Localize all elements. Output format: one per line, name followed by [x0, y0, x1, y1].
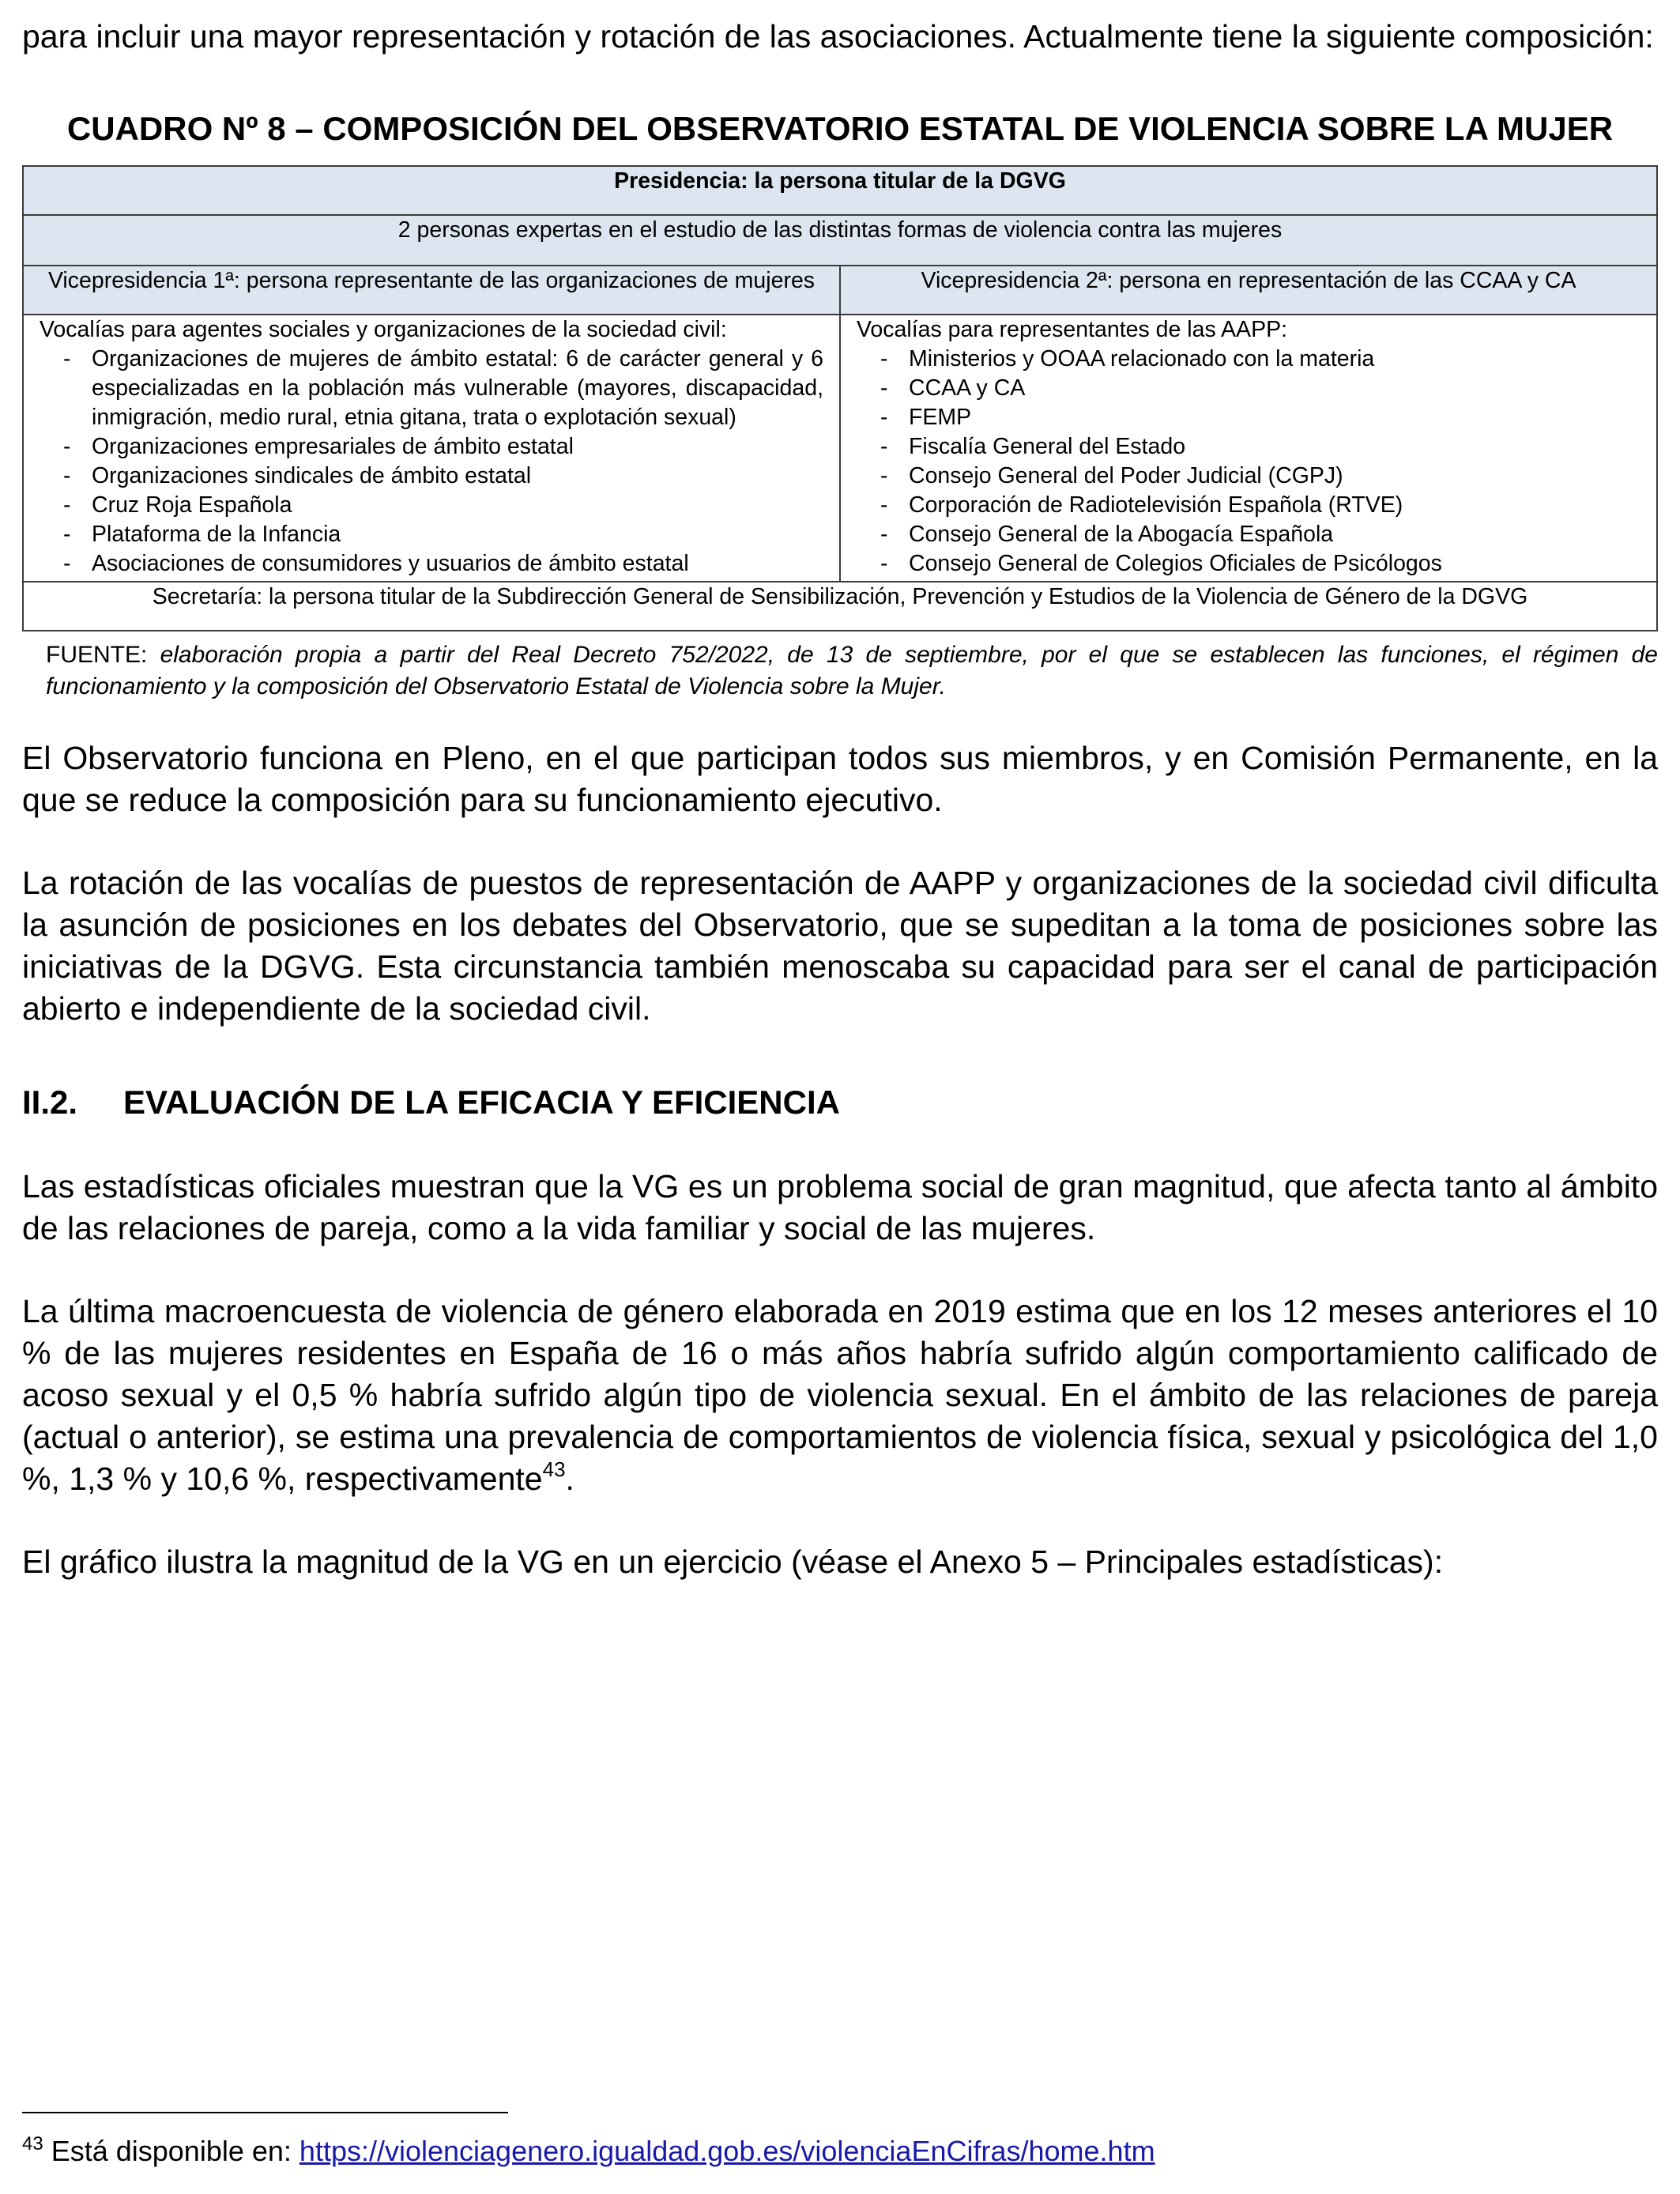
- list-item: - Organizaciones empresariales de ámbito estatal: [40, 432, 823, 462]
- footnote-number: 43: [22, 2133, 43, 2154]
- list-item: - Fiscalía General del Estado: [857, 432, 1640, 462]
- paragraph-rotacion: La rotación de las vocalías de puestos de representación de AAPP y organizaciones de la sociedad civil dificulta la asunción de posiciones en los debates del Observatorio, que se supeditan a la toma de posiciones sobre las iniciativas de la DGVG. Esta circunstancia también menoscaba su capacidad para ser el canal de participación abierto e independiente de la sociedad civil.: [22, 865, 1658, 1027]
- footnote-text: Está disponible en:: [43, 2135, 299, 2167]
- footnote-reference[interactable]: 43: [542, 1457, 566, 1481]
- paragraph-grafico: El gráfico ilustra la magnitud de la VG en un ejercicio (véase el Anexo 5 – Principales estadísticas):: [22, 1544, 1444, 1580]
- list-item: - Asociaciones de consumidores y usuarios de ámbito estatal: [40, 549, 823, 579]
- left-vocalias-heading: Vocalías para agentes sociales y organizaciones de la sociedad civil:: [40, 317, 727, 342]
- list-item: - Consejo General de la Abogacía Española: [857, 520, 1640, 549]
- list-item: - FEMP: [857, 403, 1640, 432]
- vicepresidencia-1-cell: Vicepresidencia 1ª: persona representante de las organizaciones de mujeres: [23, 266, 840, 315]
- list-item: - Organizaciones sindicales de ámbito estatal: [40, 462, 823, 491]
- presidencia-cell: Presidencia: la persona titular de la DGVG: [23, 166, 1657, 215]
- footnote: [22, 2134, 1155, 2169]
- document-page: [22, 16, 1658, 1583]
- paragraph-macroencuesta: [22, 1291, 1658, 1500]
- right-vocalias-list: [857, 345, 1640, 579]
- left-vocalias-cell: [23, 315, 840, 582]
- section-heading: [22, 1082, 1658, 1123]
- right-vocalias-heading: Vocalías para representantes de las AAPP:: [857, 317, 1288, 342]
- list-item: - Plataforma de la Infancia: [40, 520, 823, 549]
- table-title: CUADRO Nº 8 – COMPOSICIÓN DEL OBSERVATORIO ESTATAL DE VIOLENCIA SOBRE LA MUJER: [66, 110, 1614, 147]
- left-vocalias-list: [40, 345, 823, 579]
- table-row: [23, 166, 1657, 215]
- footnote-separator: [22, 2112, 508, 2113]
- intro-paragraph: para incluir una mayor representación y rotación de las asociaciones. Actualmente tiene la siguiente composición:: [22, 18, 1654, 55]
- right-vocalias-cell: [840, 315, 1657, 582]
- paragraph-pleno: El Observatorio funciona en Pleno, en el que participan todos sus miembros, y en Comisión Permanente, en la que se reduce la composición para su funcionamiento ejecutivo.: [22, 740, 1658, 818]
- list-item: - Cruz Roja Española: [40, 491, 823, 520]
- list-item: - Corporación de Radiotelevisión Española (RTVE): [857, 491, 1640, 520]
- list-item: - CCAA y CA: [857, 374, 1640, 403]
- macroencuesta-text: La última macroencuesta de violencia de género elaborada en 2019 estima que en los 12 meses anteriores el 10 % de las mujeres residentes en España de 16 o más años habría sufrido algún comportamiento calificado de acoso sexual y el 0,5 % habría sufrido algún tipo de violencia sexual. En el ámbito de las relaciones de pareja (actual o anterior), se estima una prevalencia de comportamientos de violencia física, sexual y psicológica del 1,0 %, 1,3 % y 10,6 %, respectivamente: [22, 1293, 1658, 1497]
- list-item: - Consejo General del Poder Judicial (CGPJ): [857, 462, 1640, 491]
- section-number: II.2.: [22, 1084, 78, 1121]
- composition-table: [22, 165, 1658, 631]
- vicepresidencia-2-cell: Vicepresidencia 2ª: persona en representación de las CCAA y CA: [840, 266, 1657, 315]
- paragraph-estadisticas: Las estadísticas oficiales muestran que la VG es un problema social de gran magnitud, que afecta tanto al ámbito de las relaciones de pareja, como a la vida familiar y social de las mujeres.: [22, 1168, 1658, 1246]
- list-item: - Organizaciones de mujeres de ámbito estatal: 6 de carácter general y 6 especializadas en la población más vulnerable (mayores, discapacidad, inmigración, medio rural, etnia gitana, trata o explotación sexual): [40, 345, 823, 432]
- table-source-note: [46, 639, 1658, 703]
- source-label: FUENTE:: [46, 642, 160, 668]
- list-item: - Ministerios y OOAA relacionado con la materia: [857, 345, 1640, 374]
- expertas-cell: 2 personas expertas en el estudio de las distintas formas de violencia contra las mujeres: [23, 215, 1657, 266]
- section-title: EVALUACIÓN DE LA EFICACIA Y EFICIENCIA: [123, 1084, 840, 1121]
- table-row: [23, 215, 1657, 266]
- list-item: - Consejo General de Colegios Oficiales de Psicólogos: [857, 549, 1640, 579]
- table-row: [23, 582, 1657, 631]
- source-text: elaboración propia a partir del Real Decreto 752/2022, de 13 de septiembre, por el que se establecen las funciones, el régimen de funcionamiento y la composición del Observatorio Estatal de Violencia sobre la Mujer.: [46, 642, 1658, 699]
- secretaria-cell: Secretaría: la persona titular de la Subdirección General de Sensibilización, Prevención y Estudios de la Violencia de Género de la DGVG: [23, 582, 1657, 631]
- table-row: [23, 266, 1657, 315]
- footnote-link[interactable]: https://violenciagenero.igualdad.gob.es/violenciaEnCifras/home.htm: [299, 2135, 1155, 2167]
- macroencuesta-end: .: [565, 1461, 574, 1497]
- table-row: [23, 315, 1657, 582]
